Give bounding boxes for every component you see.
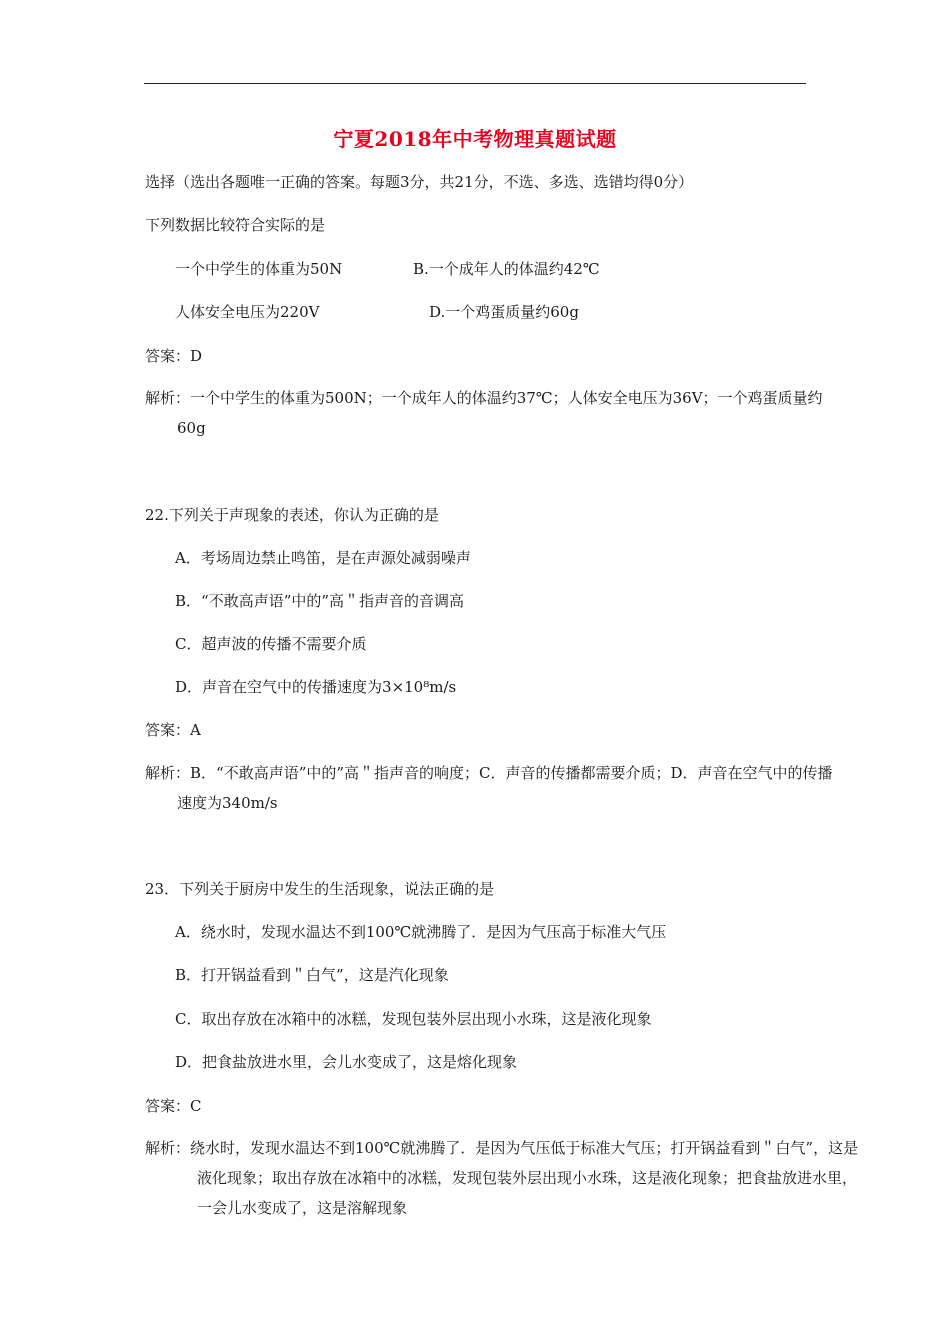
q22-answer: 答案：A (145, 721, 201, 739)
q21-stem: 下列数据比较符合实际的是 (145, 216, 326, 234)
q21-option-c: 人体安全电压为220V (175, 303, 320, 321)
q21-option-d: D.一个鸡蛋质量约60g (429, 303, 579, 321)
header-rule (144, 83, 806, 84)
q23-option-c: C．取出存放在冰箱中的冰糕，发现包装外层出现小水珠，这是液化现象 (175, 1010, 652, 1028)
q23-stem: 23．下列关于厨房中发生的生活现象，说法正确的是 (145, 880, 495, 898)
q23-analysis: 解析：绕水时，发现水温达不到100℃就沸腾了．是因为气压低于标准大气压；打开锅益看到＂白气”，这是液化现象；取出存放在冰箱中的冰糕，发现包装外层出现小水珠，这是液化现象；把食盐放进水里，一会儿水变成了，这是溶解现象 (145, 1139, 859, 1217)
page-title: 宁夏2018年中考物理真题试题 (333, 127, 617, 151)
q23-option-d: D．把食盐放进水里，会儿水变成了，这是熔化现象 (175, 1053, 518, 1071)
q21-option-a: 一个中学生的体重为50N (175, 260, 343, 278)
q21-analysis: 解析：一个中学生的体重为500N；一个成年人的体温约37℃；人体安全电压为36V；一个鸡蛋质量约60g (145, 389, 823, 437)
q23-option-b: B．打开锅益看到＂白气”，这是汽化现象 (175, 966, 449, 984)
q21-option-b: B.一个成年人的体温约42℃ (413, 260, 600, 278)
q22-option-c: C．超声波的传播不需要介质 (175, 635, 367, 653)
q22-analysis: 解析：B．“不敢高声语”中的”高＂指声音的响度；C．声音的传播都需要介质；D．声音在空气中的传播速度为340m/s (145, 764, 833, 812)
q23-answer: 答案：C (145, 1097, 202, 1115)
q21-answer: 答案：D (145, 347, 203, 365)
q22-option-b: B．“不敢高声语”中的”高＂指声音的音调高 (175, 592, 465, 610)
q22-stem: 22.下列关于声现象的表述，你认为正确的是 (145, 506, 439, 524)
q22-option-d: D．声音在空气中的传播速度为3×10⁸m/s (175, 678, 457, 696)
q22-option-a: A．考场周边禁止鸣笛，是在声源处减弱噪声 (175, 549, 471, 567)
section-intro: 选择（选出各题唯一正确的答案。每题3分，共21分，不选、多选、选错均得0分） (145, 173, 694, 191)
q23-option-a: A．绕水时，发现水温达不到100℃就沸腾了．是因为气压高于标准大气压 (175, 923, 667, 941)
